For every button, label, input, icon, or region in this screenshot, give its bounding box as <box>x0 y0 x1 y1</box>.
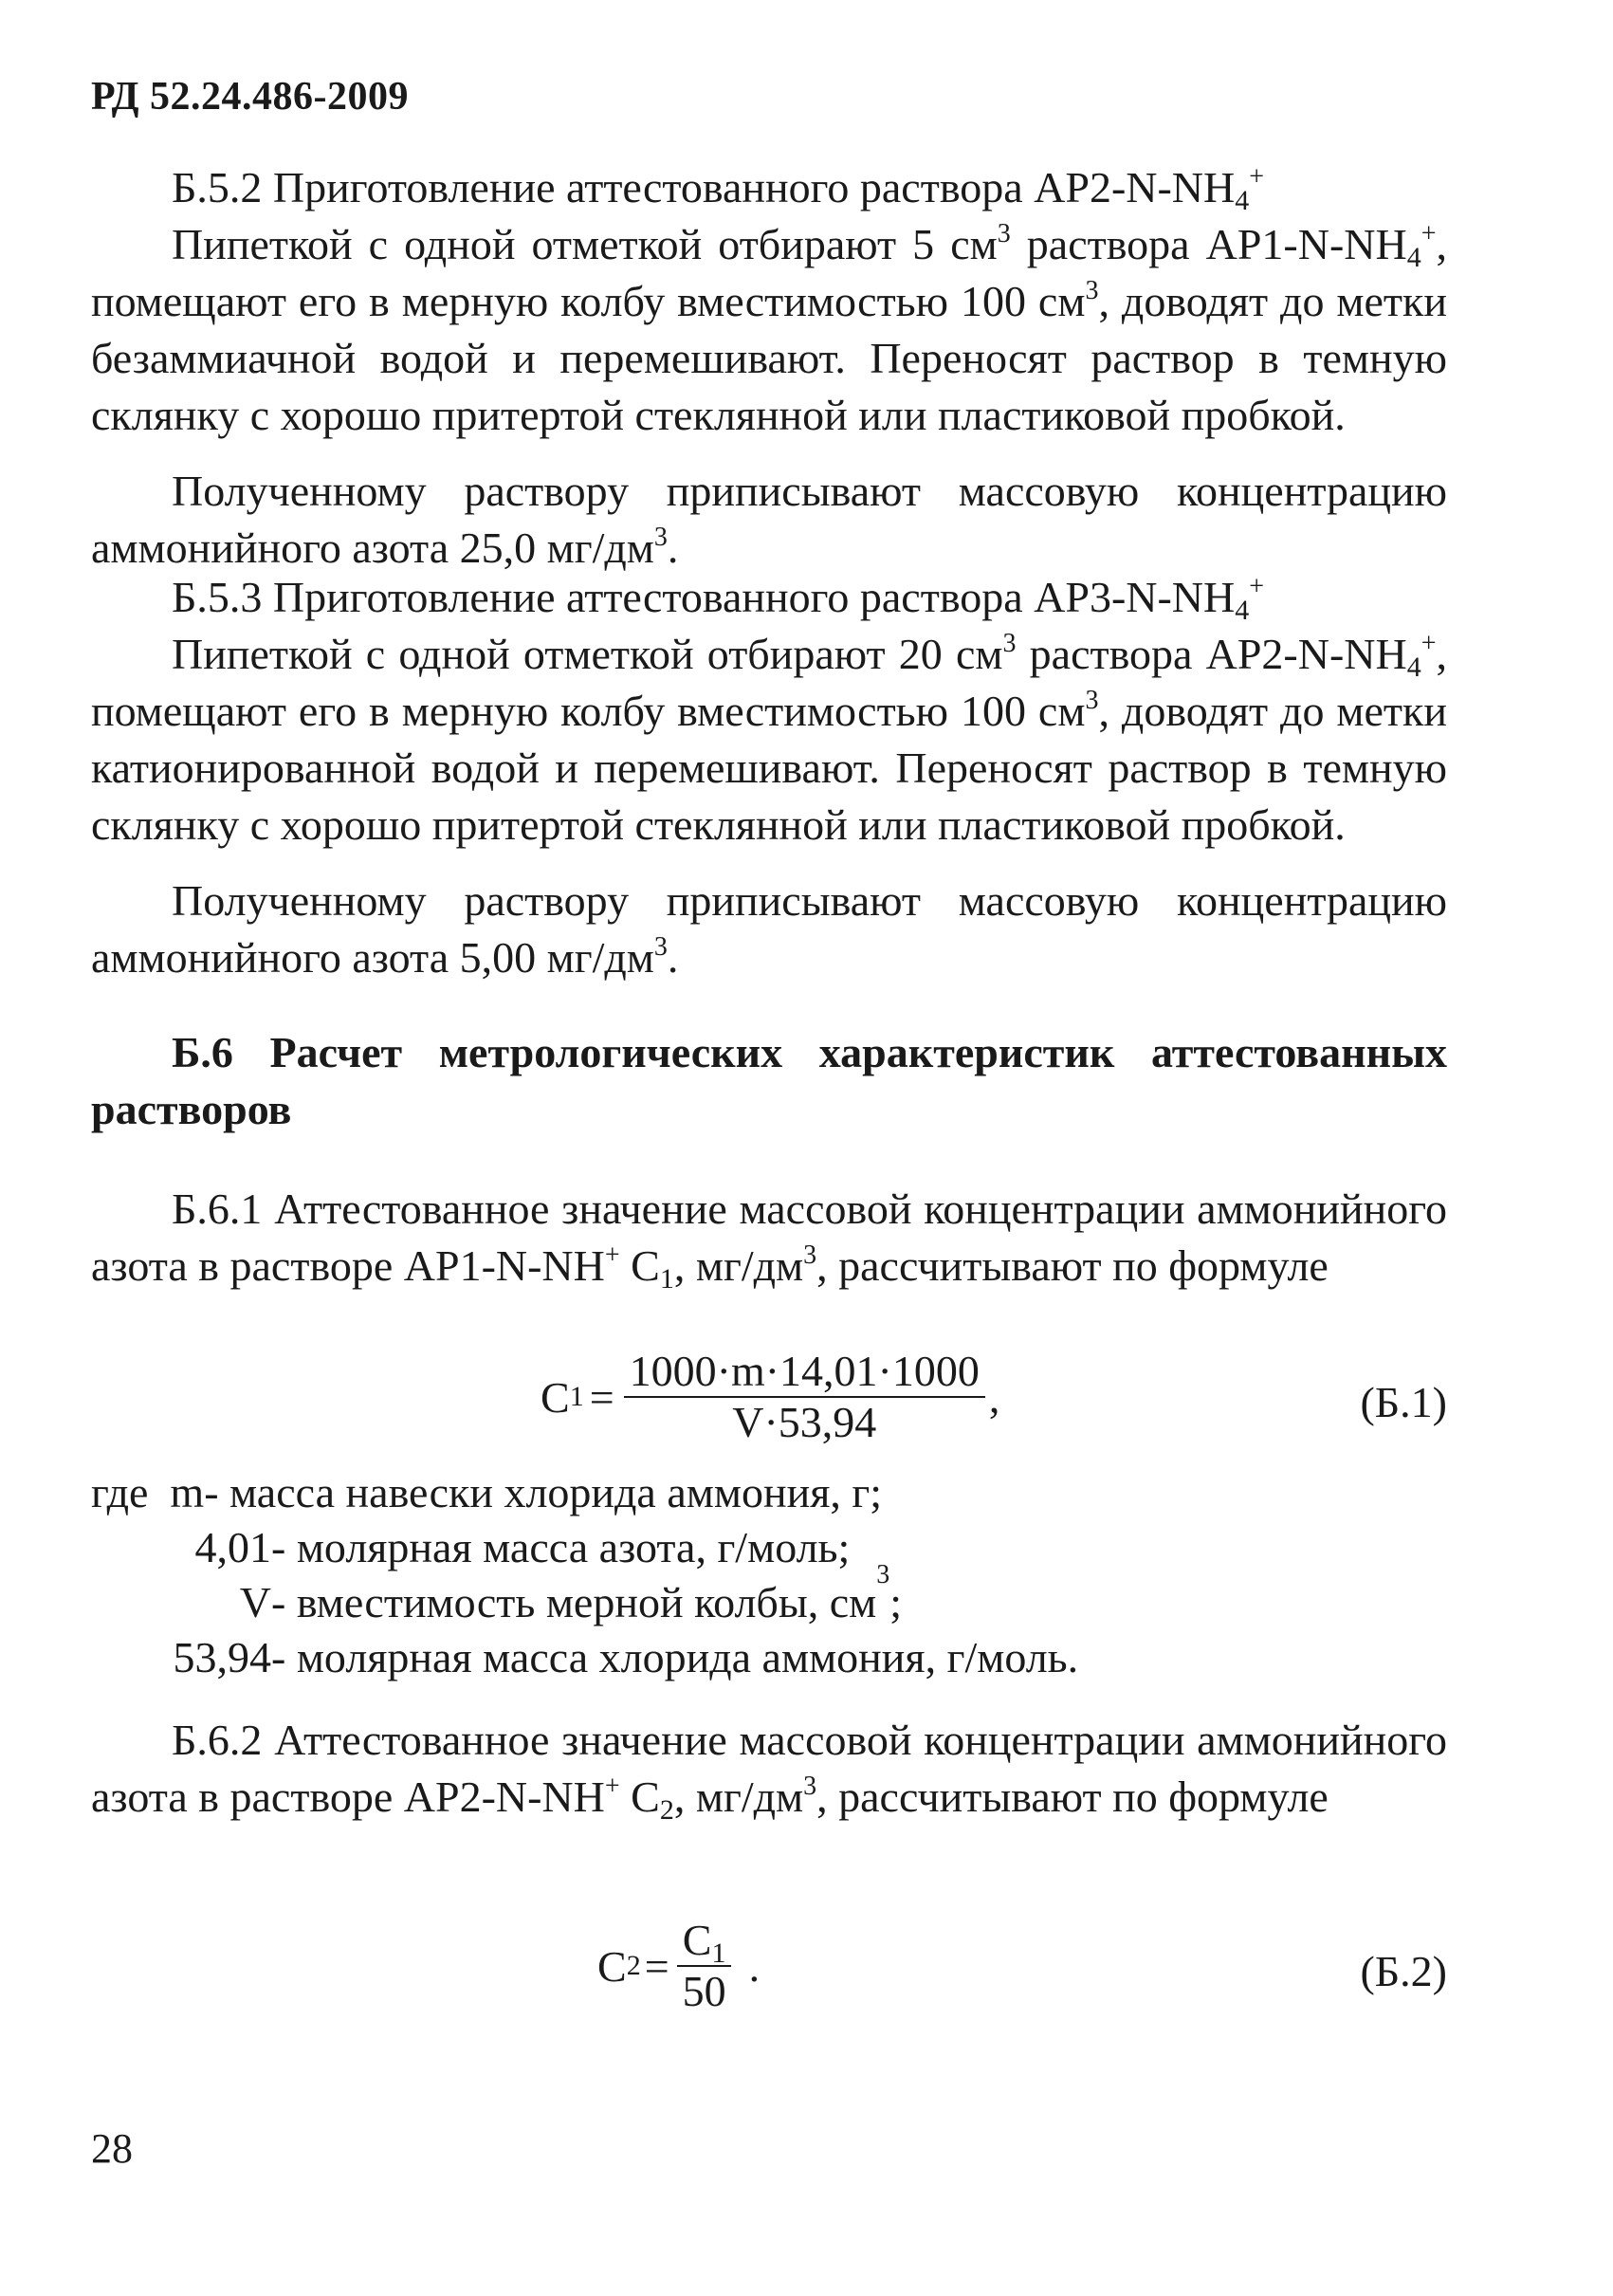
page-number: 28 <box>91 2125 133 2172</box>
section-b52-paragraph-2: Полученному раствору приписывают массовую концентрацию аммонийного азота 25,0 $мг/дм^3$. <box>91 467 1447 572</box>
section-b53-paragraph-1: Пипеткой с одной отметкой отбирают 20 $см^3$ раствора $АР2-N-NH_4^+$, помещают его в мерную колбу вместимостью 100 $см^3$, доводят до метки катионированной водой и перемешивают. Переносят раствор в темную склянку с хорошо притертой стеклянной или пластиковой пробкой. <box>91 629 1447 849</box>
variable-row-5394: 53,94 - молярная масса хлорида аммония, г/моль. <box>173 1633 1079 1681</box>
section-b53-paragraph-2: Полученному раствору приписывают массовую концентрацию аммонийного азота 5,00 $мг/дм^3$. <box>91 876 1447 982</box>
section-b52-paragraph-1: Пипеткой с одной отметкой отбирают 5 $см^3$ раствора $АР1-N-NH_4^+$, помещают его в мерную колбу вместимостью 100 $см^3$, доводят до метки безаммиачной водой и перемешивают. Переносят раствор в темную склянку с хорошо притертой стеклянной или пластиковой пробкой. <box>91 219 1447 439</box>
equation-number-b2: (Б.2) <box>1360 1947 1447 1995</box>
variable-row-401: 4,01 - молярная масса азота, г/моль; <box>194 1523 851 1571</box>
formula-b2-fraction: $\frac{C_1}{50}$ <box>677 1916 732 2016</box>
section-b53-title: Б.5.3 Приготовление аттестованного раствора $АР3-N-NH_4^+$ <box>172 572 1265 626</box>
variable-row-v: V - вместимость мерной колбы, см 3 ; <box>239 1560 903 1626</box>
section-b62-paragraph: Б.6.2 Аттестованное значение массовой концентрации аммонийного азота в растворе АР2-N-NH+ $С_2$, $мг/дм^3$, рассчитывают по формуле <box>91 1716 1447 1826</box>
section-b61-paragraph: Б.6.1 Аттестованное значение массовой концентрации аммонийного азота в растворе АР1-N-NH+ $С_1$, $мг/дм^3$, рассчитывают по формуле <box>91 1185 1447 1295</box>
formula-b1: C 1 = $\frac{1000\cdot m\cdot 14,01\cdot 1000}{V\cdot 53,94}$ , <box>541 1347 1000 1446</box>
formula-b2: C 2 = $\frac{C_1}{50}$ . <box>597 1916 761 2015</box>
formula-b1-fraction: $\frac{1000\cdot m\cdot 14,01\cdot 1000}{V\cdot 53,94}$ <box>624 1347 985 1447</box>
section-b52-title: Б.5.2 Приготовление аттестованного раствора $АР2-N-NH_4^+$ <box>172 162 1265 216</box>
section-b6-heading: Б.6 Расчет метрологических характеристик аттестованных растворов <box>91 1028 1447 1133</box>
document-code-header: РД 52.24.486-2009 <box>91 75 410 119</box>
equation-number-b1: (Б.1) <box>1360 1378 1447 1426</box>
variable-definitions <box>91 1465 1078 1685</box>
variable-row-m: где m - масса навески хлорида аммония, г; <box>91 1468 883 1516</box>
